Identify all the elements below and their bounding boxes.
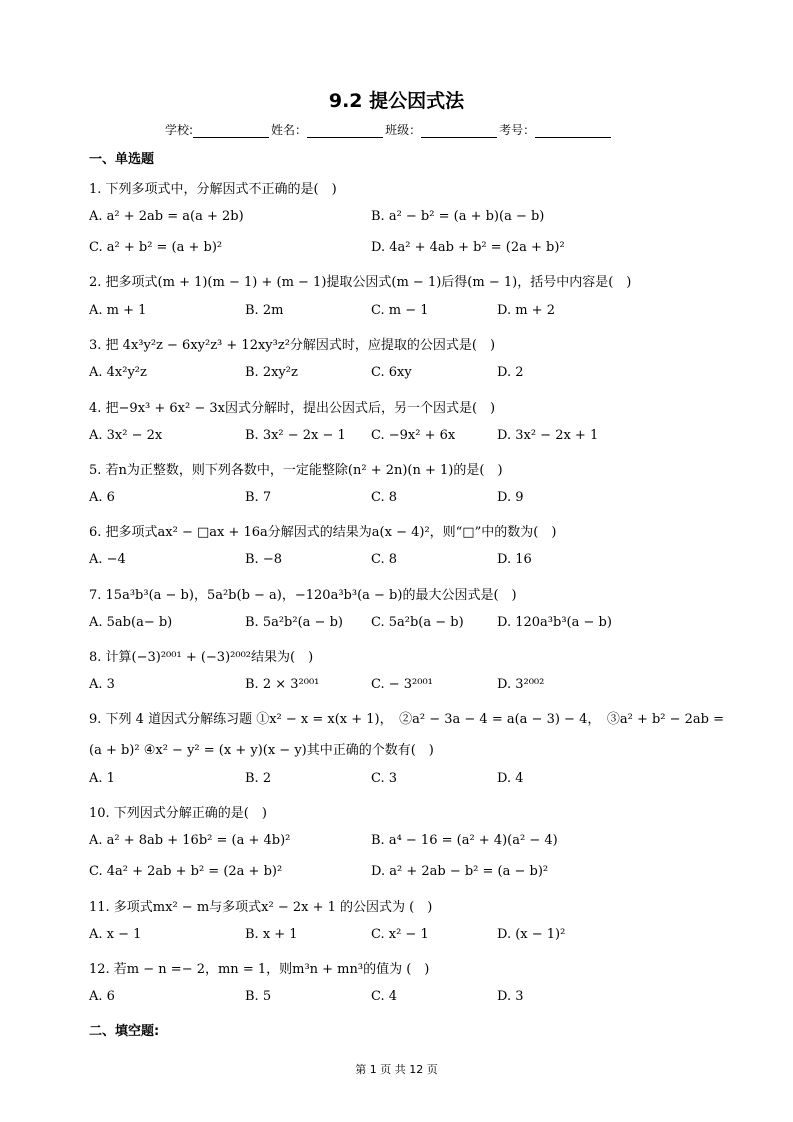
- question-9-stem: 9. 下列 4 道因式分解练习题 ①x² − x = x(x + 1)， ②a² − 3a − 4 = a(a − 3) − 4， ③a² + b² − 2ab =: [89, 712, 725, 727]
- question-6-stem: 6. 把多项式ax² − □ax + 16a分解因式的结果为a(x − 4)²，则“□”中的数为( ): [89, 525, 557, 540]
- question-4-stem: 4. 把−9x³ + 6x² − 3x因式分解时，提出公因式后，另一个因式是( ): [89, 401, 496, 416]
- page-footer: 第 1 页 共 12 页: [355, 1063, 438, 1076]
- q4-option-d[interactable]: D. 3x² − 2x + 1: [497, 428, 599, 443]
- name-blank[interactable]: [307, 125, 383, 138]
- q10-option-c[interactable]: C. 4a² + 2ab + b² = (2a + b)²: [89, 864, 283, 879]
- q12-option-a[interactable]: A. 6: [89, 989, 115, 1004]
- question-1-stem: 1. 下列多项式中，分解因式不正确的是( ): [89, 182, 337, 197]
- q11-option-a[interactable]: A. x − 1: [89, 927, 142, 942]
- school-blank[interactable]: [193, 125, 269, 138]
- q9-option-c[interactable]: C. 3: [371, 771, 398, 786]
- section-heading-single-choice: 一、单选题: [89, 152, 155, 167]
- info-school: 学校:: [165, 121, 271, 138]
- q8-option-d[interactable]: D. 3²⁰⁰²: [497, 677, 545, 692]
- student-info-row: [165, 121, 613, 138]
- q2-option-a[interactable]: A. m + 1: [89, 303, 147, 318]
- question-10-stem: 10. 下列因式分解正确的是( ): [89, 806, 267, 821]
- q8-option-b[interactable]: B. 2 × 3²⁰⁰¹: [245, 677, 320, 692]
- q1-option-d[interactable]: D. 4a² + 4ab + b² = (2a + b)²: [371, 240, 565, 255]
- q7-option-c[interactable]: C. 5a²b(a − b): [371, 615, 464, 630]
- q3-option-a[interactable]: A. 4x²y²z: [89, 365, 147, 380]
- q10-option-a[interactable]: A. a² + 8ab + 16b² = (a + 4b)²: [89, 833, 291, 848]
- q4-option-b[interactable]: B. 3x² − 2x − 1: [245, 428, 346, 443]
- info-name: 姓名：: [271, 121, 385, 138]
- class-blank[interactable]: [421, 125, 497, 138]
- q1-option-a[interactable]: A. a² + 2ab = a(a + 2b): [89, 209, 244, 224]
- q1-option-b[interactable]: B. a² − b² = (a + b)(a − b): [371, 209, 545, 224]
- q11-option-c[interactable]: C. x² − 1: [371, 927, 429, 942]
- q12-option-b[interactable]: B. 5: [245, 989, 272, 1004]
- q7-option-a[interactable]: A. 5ab(a− b): [89, 615, 173, 630]
- q8-option-a[interactable]: A. 3: [89, 677, 115, 692]
- question-9-stem-line2: (a + b)² ④x² − y² = (x + y)(x − y)其中正确的个数有( ): [89, 743, 434, 758]
- q2-option-c[interactable]: C. m − 1: [371, 303, 429, 318]
- q5-option-b[interactable]: B. 7: [245, 490, 272, 505]
- q3-option-d[interactable]: D. 2: [497, 365, 524, 380]
- q3-option-c[interactable]: C. 6xy: [371, 365, 412, 380]
- q2-option-d[interactable]: D. m + 2: [497, 303, 555, 318]
- question-7-stem: 7. 15a³b³(a − b)，5a²b(b − a)，−120a³b³(a − b)的最大公因式是( ): [89, 588, 517, 603]
- q10-option-b[interactable]: B. a⁴ − 16 = (a² + 4)(a² − 4): [371, 833, 558, 848]
- q3-option-b[interactable]: B. 2xy²z: [245, 365, 298, 380]
- q6-option-c[interactable]: C. 8: [371, 552, 398, 567]
- q4-option-c[interactable]: C. −9x² + 6x: [371, 428, 456, 443]
- q9-option-d[interactable]: D. 4: [497, 771, 524, 786]
- q9-option-b[interactable]: B. 2: [245, 771, 272, 786]
- q11-option-b[interactable]: B. x + 1: [245, 927, 298, 942]
- q10-option-d[interactable]: D. a² + 2ab − b² = (a − b)²: [371, 864, 549, 879]
- q5-option-a[interactable]: A. 6: [89, 490, 115, 505]
- q12-option-c[interactable]: C. 4: [371, 989, 398, 1004]
- info-number: 考号：: [499, 121, 613, 138]
- page-title: 9.2 提公因式法: [328, 90, 465, 112]
- q8-option-c[interactable]: C. − 3²⁰⁰¹: [371, 677, 433, 692]
- question-5-stem: 5. 若n为正整数，则下列各数中，一定能整除(n² + 2n)(n + 1)的是( ): [89, 463, 503, 478]
- number-blank[interactable]: [535, 125, 611, 138]
- q6-option-b[interactable]: B. −8: [245, 552, 282, 567]
- question-12-stem: 12. 若m − n =− 2，mn = 1，则m³n + mn³的值为 ( ): [89, 962, 430, 977]
- q1-option-c[interactable]: C. a² + b² = (a + b)²: [89, 240, 223, 255]
- q11-option-d[interactable]: D. (x − 1)²: [497, 927, 566, 942]
- question-3-stem: 3. 把 4x³y²z − 6xy²z³ + 12xy³z²分解因式时，应提取的公因式是( ): [89, 338, 496, 353]
- info-class: 班级：: [385, 121, 499, 138]
- section-heading-fill-blank: 二、填空题:: [89, 1024, 160, 1039]
- question-8-stem: 8. 计算(−3)²⁰⁰¹ + (−3)²⁰⁰²结果为( ): [89, 650, 314, 665]
- q7-option-b[interactable]: B. 5a²b²(a − b): [245, 615, 343, 630]
- q7-option-d[interactable]: D. 120a³b³(a − b): [497, 615, 612, 630]
- q6-option-d[interactable]: D. 16: [497, 552, 532, 567]
- question-2-stem: 2. 把多项式(m + 1)(m − 1) + (m − 1)提取公因式(m − 1)后得(m − 1)，括号中内容是( ): [89, 275, 632, 290]
- q6-option-a[interactable]: A. −4: [89, 552, 126, 567]
- q12-option-d[interactable]: D. 3: [497, 989, 524, 1004]
- question-11-stem: 11. 多项式mx² − m与多项式x² − 2x + 1 的公因式为 ( ): [89, 900, 433, 915]
- q2-option-b[interactable]: B. 2m: [245, 303, 284, 318]
- q4-option-a[interactable]: A. 3x² − 2x: [89, 428, 163, 443]
- q9-option-a[interactable]: A. 1: [89, 771, 115, 786]
- q5-option-d[interactable]: D. 9: [497, 490, 524, 505]
- q5-option-c[interactable]: C. 8: [371, 490, 398, 505]
